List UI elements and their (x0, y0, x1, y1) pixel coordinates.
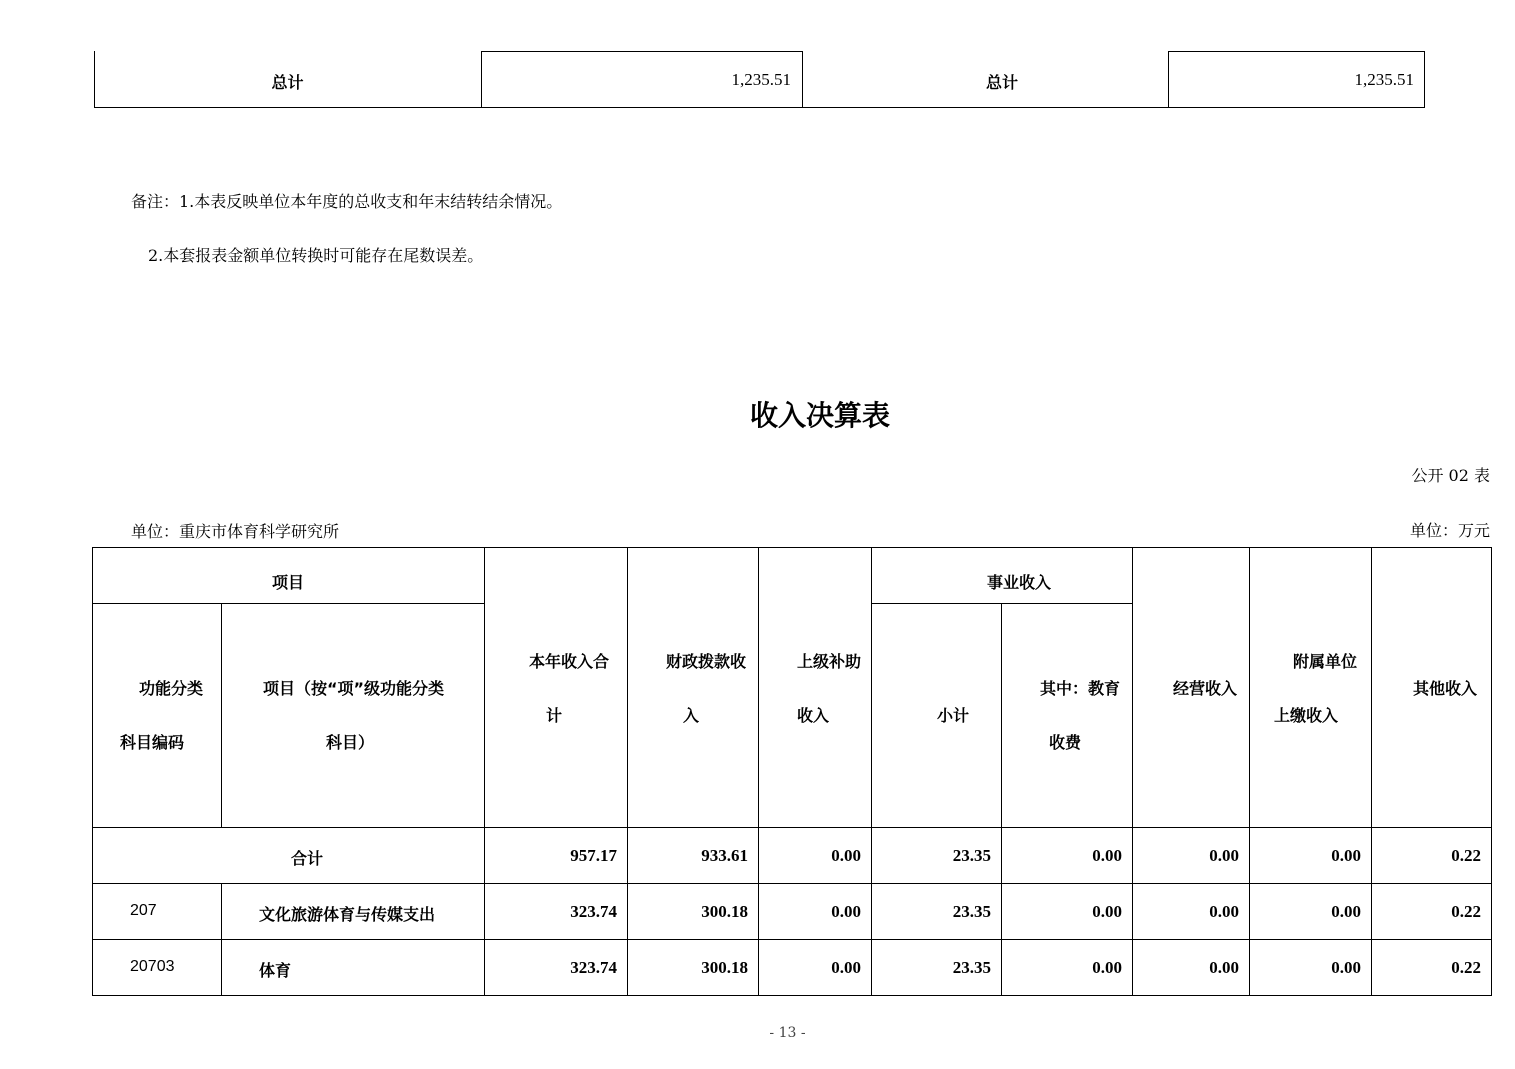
header-subtotal: 小计 (937, 706, 970, 725)
row-value: 0.00 (1331, 902, 1361, 921)
row-value: 957.17 (570, 846, 617, 865)
header-other: 其他收入 (1413, 679, 1478, 698)
row-value: 0.00 (1331, 846, 1361, 865)
row-name: 合计 (290, 849, 323, 868)
row-value: 0.00 (1209, 958, 1239, 977)
row-value: 323.74 (570, 902, 617, 921)
row-name: 文化旅游体育与传媒支出 (259, 905, 436, 924)
header-item: 项目 (271, 573, 304, 592)
total-label-right: 总计 (985, 73, 1018, 92)
row-value: 323.74 (570, 958, 617, 977)
total-value-right: 1,235.51 (1354, 70, 1414, 89)
row-value: 0.00 (1209, 902, 1239, 921)
row-value: 23.35 (952, 958, 991, 977)
row-value: 0.22 (1451, 846, 1481, 865)
header-business: 事业收入 (986, 573, 1051, 592)
page-number: - 13 - (769, 1025, 806, 1041)
row-code: 20703 (130, 958, 175, 975)
row-value: 0.00 (1092, 846, 1122, 865)
row-value: 0.00 (1209, 846, 1239, 865)
row-value: 0.00 (1092, 902, 1122, 921)
page-title: 收入决算表 (749, 399, 890, 432)
row-value: 0.22 (1451, 902, 1481, 921)
header-name: 项目（按“项”级功能分类 科目） (263, 679, 445, 752)
header-operating: 经营收入 (1173, 679, 1238, 698)
unit-currency: 单位：万元 (1409, 521, 1490, 540)
unit-name: 单位：重庆市体育科学研究所 (131, 522, 340, 541)
header-affiliated: 附属单位 上缴收入 (1274, 652, 1358, 725)
row-code: 207 (130, 902, 157, 919)
header-education: 其中：教育 收费 (1040, 679, 1121, 752)
note-2: 2.本套报表金额单位转换时可能存在尾数误差。 (148, 246, 484, 265)
row-value: 300.18 (701, 958, 748, 977)
row-value: 23.35 (952, 902, 991, 921)
row-value: 0.00 (1092, 958, 1122, 977)
row-value: 0.00 (831, 958, 861, 977)
row-value: 0.00 (831, 846, 861, 865)
header-total: 本年收入合 计 (529, 652, 610, 725)
total-value-left: 1,235.51 (731, 70, 791, 89)
row-value: 0.00 (831, 902, 861, 921)
row-value: 0.00 (1331, 958, 1361, 977)
row-name: 体育 (259, 961, 292, 980)
header-fiscal: 财政拨款收 入 (666, 652, 747, 725)
row-value: 933.61 (701, 846, 748, 865)
row-value: 23.35 (952, 846, 991, 865)
header-code: 功能分类 科目编码 (120, 679, 204, 752)
header-superior: 上级补助 收入 (797, 652, 862, 725)
table-code: 公开 02 表 (1411, 466, 1490, 485)
row-value: 300.18 (701, 902, 748, 921)
row-value: 0.22 (1451, 958, 1481, 977)
note-1: 备注：1.本表反映单位本年度的总收支和年末结转结余情况。 (131, 192, 563, 211)
total-label-left: 总计 (271, 73, 304, 92)
